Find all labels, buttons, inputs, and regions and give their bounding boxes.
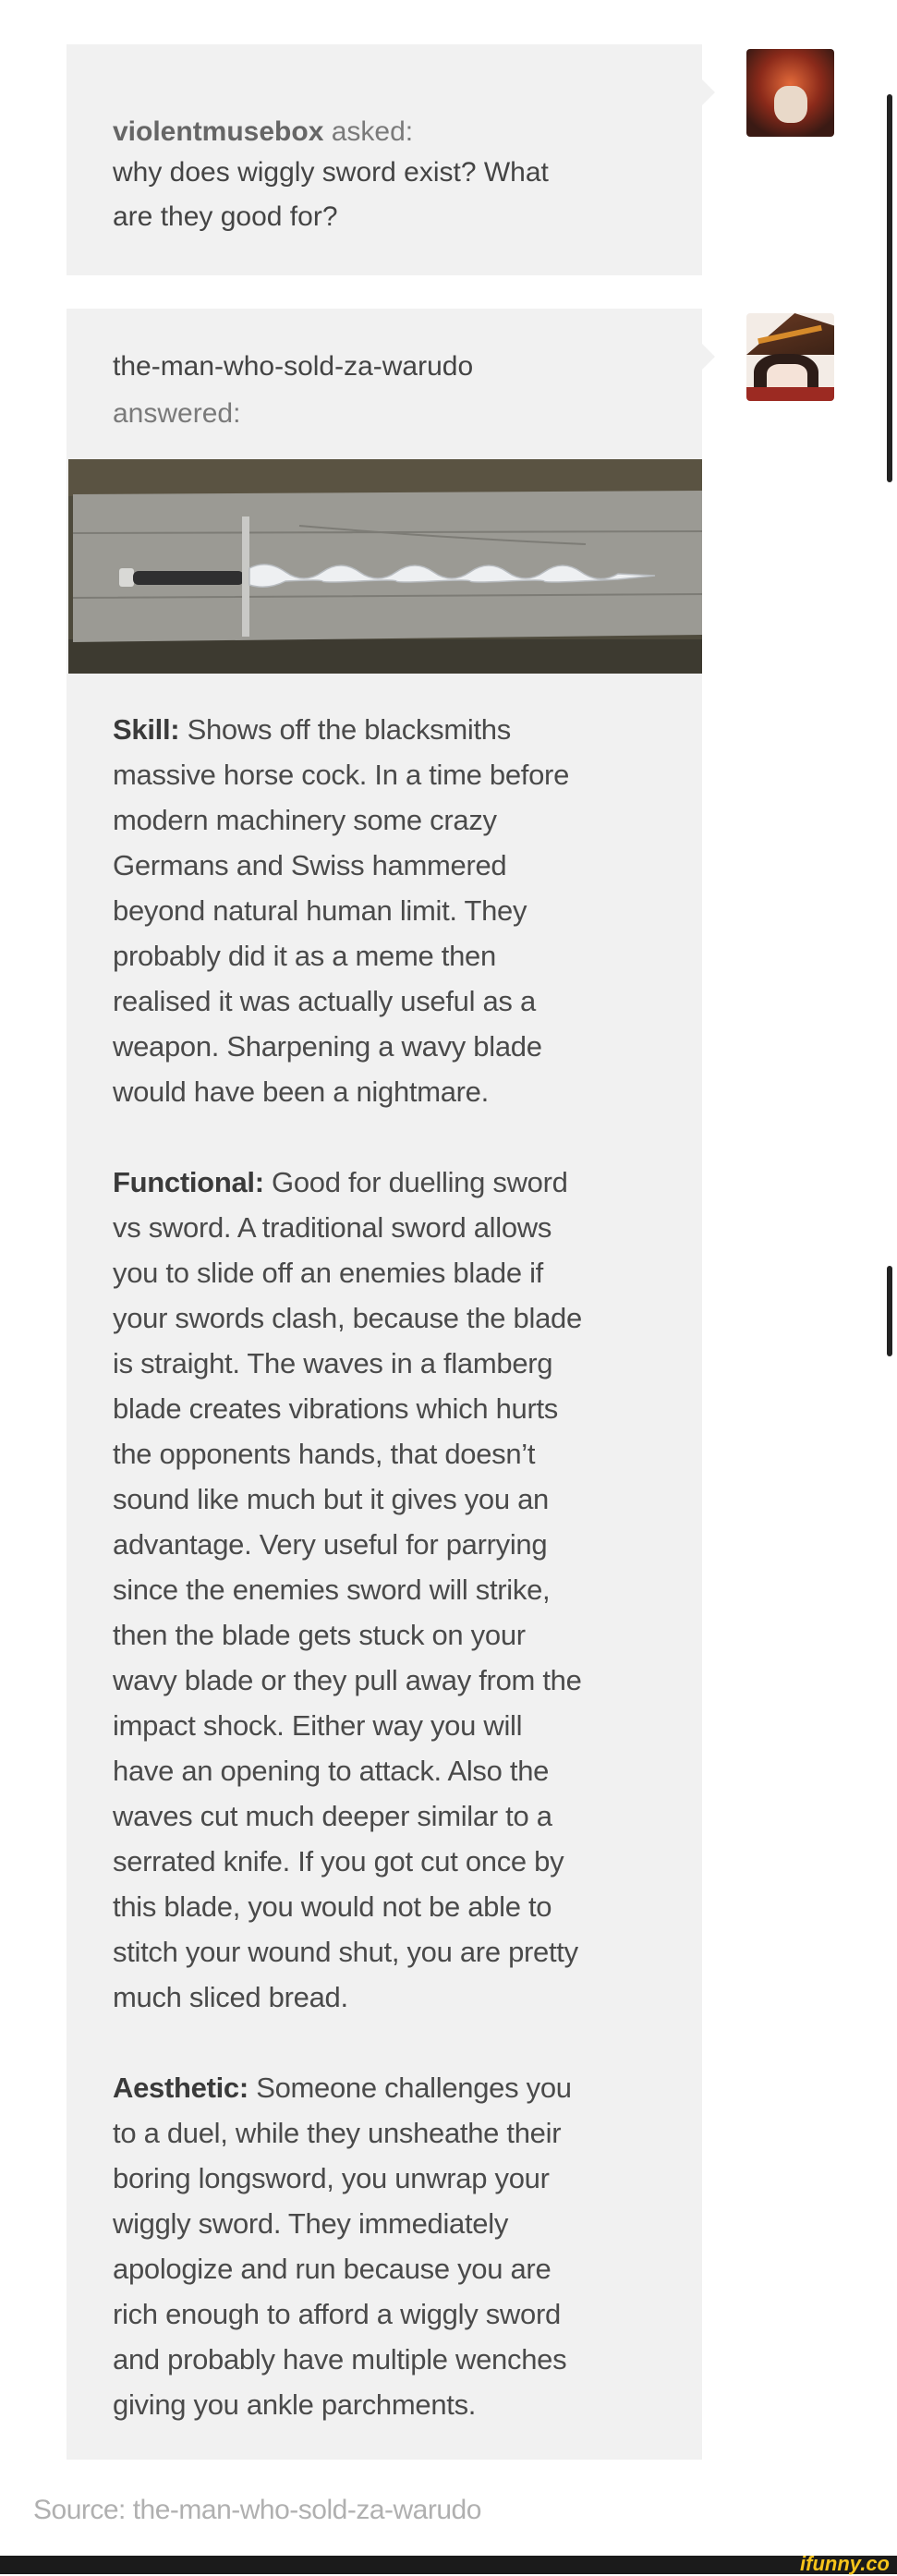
text-line: would have been a nightmare. [113, 1075, 489, 1108]
text-line: then the blade gets stuck on your [113, 1619, 526, 1651]
text-line: massive horse cock. In a time before [113, 759, 570, 791]
text-line: rich enough to afford a wiggly sword [113, 2298, 561, 2330]
ask-box [67, 44, 702, 275]
answer-box [67, 309, 702, 2460]
text-line: advantage. Very useful for parrying [113, 1528, 548, 1561]
ask-pointer [702, 79, 715, 105]
flamberge-sword-icon [68, 459, 702, 674]
paragraph-skill [113, 707, 582, 1114]
paragraph-label: Skill: [113, 713, 180, 746]
asker-username[interactable]: violentmusebox [113, 116, 324, 147]
text-line: stitch your wound shut, you are pretty [113, 1936, 578, 1968]
text-line: giving you ankle parchments. [113, 2388, 477, 2421]
question-line: are they good for? [113, 201, 338, 232]
ask-header [113, 116, 413, 148]
text-line: Germans and Swiss hammered [113, 849, 507, 881]
asker-avatar[interactable] [746, 49, 834, 137]
text-line: this blade, you would not be able to [113, 1890, 552, 1923]
asked-label: asked: [331, 116, 414, 147]
text-line: Good for duelling sword [263, 1166, 568, 1198]
paragraph-label: Aesthetic: [113, 2072, 248, 2104]
answer-body [113, 707, 582, 2473]
text-line: weapon. Sharpening a wavy blade [113, 1030, 542, 1063]
text-line: apologize and run because you are [113, 2253, 552, 2285]
source-attribution[interactable]: Source: the-man-who-sold-za-warudo [33, 2495, 481, 2525]
text-line: your swords clash, because the blade [113, 1302, 582, 1334]
answer-pointer [702, 344, 715, 370]
watermark-bar [0, 2552, 897, 2575]
answerer-username[interactable]: the-man-who-sold-za-warudo [113, 351, 474, 382]
paragraph-functional [113, 1160, 582, 2020]
question-line: why does wiggly sword exist? What [113, 157, 549, 188]
paragraph-label: Functional: [113, 1166, 264, 1198]
text-line: modern machinery some crazy [113, 804, 497, 836]
text-line: probably did it as a meme then [113, 940, 496, 972]
answerer-avatar[interactable] [746, 313, 834, 401]
paragraph-aesthetic [113, 2065, 582, 2427]
text-line: you to slide off an enemies blade if [113, 1257, 543, 1289]
sword-image [68, 459, 702, 674]
scrollbar-thumb[interactable] [887, 94, 892, 482]
text-line: vs sword. A traditional sword allows [113, 1211, 552, 1244]
text-line: serrated knife. If you got cut once by [113, 1845, 564, 1877]
text-line: impact shock. Either way you will [113, 1709, 523, 1742]
text-line: have an opening to attack. Also the [113, 1755, 550, 1787]
ifunny-logo: ifunny.co [800, 2552, 890, 2575]
text-line: beyond natural human limit. They [113, 894, 527, 927]
text-line: sound like much but it gives you an [113, 1483, 549, 1515]
text-line: Someone challenges you [248, 2072, 572, 2104]
text-line: the opponents hands, that doesn’t [113, 1438, 536, 1470]
text-line: is straight. The waves in a flamberg [113, 1347, 553, 1379]
text-line: and probably have multiple wenches [113, 2343, 567, 2376]
text-line: since the enemies sword will strike, [113, 1574, 551, 1606]
text-line: realised it was actually useful as a [113, 985, 536, 1017]
text-line: wiggly sword. They immediately [113, 2207, 509, 2240]
text-line: boring longsword, you unwrap your [113, 2162, 550, 2194]
text-line: waves cut much deeper similar to a [113, 1800, 552, 1832]
text-line: much sliced bread. [113, 1981, 348, 2013]
answered-label: answered: [113, 398, 241, 429]
scrollbar-thumb-secondary[interactable] [887, 1266, 892, 1356]
text-line: Shows off the blacksmiths [179, 713, 511, 746]
text-line: wavy blade or they pull away from the [113, 1664, 582, 1696]
text-line: to a duel, while they unsheathe their [113, 2117, 562, 2149]
text-line: blade creates vibrations which hurts [113, 1392, 559, 1425]
